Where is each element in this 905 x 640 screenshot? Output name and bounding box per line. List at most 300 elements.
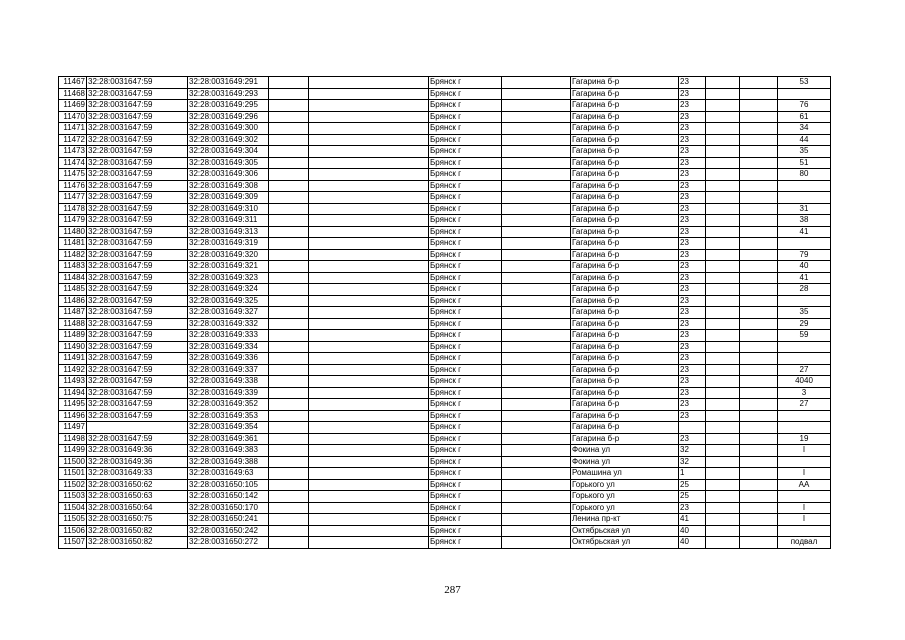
blank-cell	[706, 502, 740, 514]
blank-cell	[269, 111, 309, 123]
cadastral-number-cell: 32:28:0031649:304	[188, 146, 269, 158]
blank-cell	[740, 157, 778, 169]
row-number-cell: 11471	[59, 123, 87, 135]
table-row	[59, 203, 831, 215]
blank-cell	[309, 491, 429, 503]
city-cell: Брянск г	[429, 341, 502, 353]
street-cell: Гагарина б-р	[571, 157, 679, 169]
blank-cell	[502, 376, 571, 388]
street-cell: Гагарина б-р	[571, 295, 679, 307]
house-number-cell: 23	[679, 364, 706, 376]
blank-cell	[706, 261, 740, 273]
table-row	[59, 376, 831, 388]
blank-cell	[706, 284, 740, 296]
city-cell: Брянск г	[429, 364, 502, 376]
cadastral-block-cell: 32:28:0031650:82	[87, 525, 188, 537]
street-cell: Гагарина б-р	[571, 100, 679, 112]
blank-cell	[309, 226, 429, 238]
blank-cell	[706, 433, 740, 445]
blank-cell	[309, 272, 429, 284]
blank-cell	[502, 77, 571, 89]
city-cell: Брянск г	[429, 272, 502, 284]
blank-cell	[502, 111, 571, 123]
cadastral-number-cell: 32:28:0031650:272	[188, 537, 269, 549]
row-number-cell: 11479	[59, 215, 87, 227]
blank-cell	[269, 514, 309, 526]
apartment-cell: 27	[778, 364, 831, 376]
cadastral-block-cell: 32:28:0031647:59	[87, 77, 188, 89]
table-row	[59, 433, 831, 445]
table-row	[59, 525, 831, 537]
row-number-cell: 11498	[59, 433, 87, 445]
street-cell: Гагарина б-р	[571, 261, 679, 273]
street-cell: Гагарина б-р	[571, 226, 679, 238]
city-cell: Брянск г	[429, 410, 502, 422]
blank-cell	[269, 157, 309, 169]
blank-cell	[502, 479, 571, 491]
street-cell: Гагарина б-р	[571, 353, 679, 365]
cadastral-block-cell: 32:28:0031647:59	[87, 180, 188, 192]
apartment-cell	[778, 525, 831, 537]
apartment-cell	[778, 238, 831, 250]
apartment-cell: 34	[778, 123, 831, 135]
cadastral-block-cell: 32:28:0031649:33	[87, 468, 188, 480]
city-cell: Брянск г	[429, 422, 502, 434]
street-cell: Гагарина б-р	[571, 203, 679, 215]
street-cell: Гагарина б-р	[571, 180, 679, 192]
cadastral-block-cell: 32:28:0031647:59	[87, 249, 188, 261]
blank-cell	[309, 514, 429, 526]
blank-cell	[309, 180, 429, 192]
cadastral-block-cell: 32:28:0031647:59	[87, 272, 188, 284]
blank-cell	[269, 180, 309, 192]
cadastral-number-cell: 32:28:0031649:295	[188, 100, 269, 112]
blank-cell	[309, 445, 429, 457]
cadastral-block-cell: 32:28:0031647:59	[87, 341, 188, 353]
row-number-cell: 11495	[59, 399, 87, 411]
apartment-cell: 40	[778, 261, 831, 273]
cadastral-block-cell: 32:28:0031650:62	[87, 479, 188, 491]
city-cell: Брянск г	[429, 353, 502, 365]
blank-cell	[269, 77, 309, 89]
blank-cell	[309, 77, 429, 89]
house-number-cell: 23	[679, 180, 706, 192]
apartment-cell: 51	[778, 157, 831, 169]
street-cell: Фокина ул	[571, 456, 679, 468]
apartment-cell: 31	[778, 203, 831, 215]
street-cell: Ромашина ул	[571, 468, 679, 480]
street-cell: Гагарина б-р	[571, 387, 679, 399]
blank-cell	[269, 284, 309, 296]
page-number: 287	[444, 584, 461, 596]
apartment-cell: 29	[778, 318, 831, 330]
apartment-cell: 44	[778, 134, 831, 146]
blank-cell	[706, 192, 740, 204]
blank-cell	[309, 376, 429, 388]
table-row	[59, 399, 831, 411]
apartment-cell: подвал	[778, 537, 831, 549]
blank-cell	[740, 399, 778, 411]
blank-cell	[502, 399, 571, 411]
cadastral-block-cell: 32:28:0031647:59	[87, 192, 188, 204]
city-cell: Брянск г	[429, 491, 502, 503]
blank-cell	[740, 77, 778, 89]
blank-cell	[269, 502, 309, 514]
cadastral-number-cell: 32:28:0031649:302	[188, 134, 269, 146]
blank-cell	[706, 134, 740, 146]
blank-cell	[269, 525, 309, 537]
blank-cell	[269, 410, 309, 422]
cadastral-number-cell: 32:28:0031649:327	[188, 307, 269, 319]
blank-cell	[502, 284, 571, 296]
blank-cell	[740, 180, 778, 192]
blank-cell	[269, 491, 309, 503]
city-cell: Брянск г	[429, 226, 502, 238]
house-number-cell: 1	[679, 468, 706, 480]
blank-cell	[740, 134, 778, 146]
row-number-cell: 11487	[59, 307, 87, 319]
apartment-cell	[778, 341, 831, 353]
cadastral-number-cell: 32:28:0031649:334	[188, 341, 269, 353]
blank-cell	[740, 249, 778, 261]
cadastral-number-cell: 32:28:0031649:354	[188, 422, 269, 434]
blank-cell	[740, 272, 778, 284]
blank-cell	[706, 180, 740, 192]
blank-cell	[502, 100, 571, 112]
table-row	[59, 123, 831, 135]
apartment-cell: I	[778, 514, 831, 526]
house-number-cell: 23	[679, 134, 706, 146]
blank-cell	[269, 422, 309, 434]
blank-cell	[740, 169, 778, 181]
blank-cell	[502, 169, 571, 181]
cadastral-number-cell: 32:28:0031649:305	[188, 157, 269, 169]
blank-cell	[706, 307, 740, 319]
city-cell: Брянск г	[429, 88, 502, 100]
cadastral-number-cell: 32:28:0031649:319	[188, 238, 269, 250]
cadastral-number-cell: 32:28:0031650:142	[188, 491, 269, 503]
blank-cell	[309, 456, 429, 468]
city-cell: Брянск г	[429, 169, 502, 181]
blank-cell	[309, 169, 429, 181]
cadastral-number-cell: 32:28:0031650:242	[188, 525, 269, 537]
blank-cell	[740, 445, 778, 457]
apartment-cell: I	[778, 502, 831, 514]
row-number-cell: 11488	[59, 318, 87, 330]
cadastral-number-cell: 32:28:0031649:63	[188, 468, 269, 480]
house-number-cell: 23	[679, 169, 706, 181]
city-cell: Брянск г	[429, 318, 502, 330]
row-number-cell: 11485	[59, 284, 87, 296]
cadastral-number-cell: 32:28:0031649:339	[188, 387, 269, 399]
row-number-cell: 11468	[59, 88, 87, 100]
cadastral-number-cell: 32:28:0031649:296	[188, 111, 269, 123]
cadastral-block-cell: 32:28:0031647:59	[87, 146, 188, 158]
street-cell: Гагарина б-р	[571, 284, 679, 296]
apartment-cell	[778, 491, 831, 503]
cadastral-number-cell: 32:28:0031649:353	[188, 410, 269, 422]
blank-cell	[309, 502, 429, 514]
blank-cell	[740, 307, 778, 319]
city-cell: Брянск г	[429, 537, 502, 549]
table-row	[59, 261, 831, 273]
street-cell: Горького ул	[571, 502, 679, 514]
row-number-cell: 11475	[59, 169, 87, 181]
table-row	[59, 100, 831, 112]
cadastral-number-cell: 32:28:0031649:332	[188, 318, 269, 330]
table-row	[59, 111, 831, 123]
blank-cell	[309, 479, 429, 491]
city-cell: Брянск г	[429, 433, 502, 445]
street-cell: Гагарина б-р	[571, 146, 679, 158]
apartment-cell	[778, 88, 831, 100]
city-cell: Брянск г	[429, 295, 502, 307]
blank-cell	[269, 479, 309, 491]
blank-cell	[740, 376, 778, 388]
city-cell: Брянск г	[429, 445, 502, 457]
blank-cell	[706, 123, 740, 135]
cadastral-number-cell: 32:28:0031649:333	[188, 330, 269, 342]
blank-cell	[740, 238, 778, 250]
table-row	[59, 491, 831, 503]
apartment-cell: 61	[778, 111, 831, 123]
cadastral-number-cell: 32:28:0031649:352	[188, 399, 269, 411]
row-number-cell: 11497	[59, 422, 87, 434]
cadastral-number-cell: 32:28:0031649:300	[188, 123, 269, 135]
row-number-cell: 11500	[59, 456, 87, 468]
blank-cell	[309, 341, 429, 353]
row-number-cell: 11502	[59, 479, 87, 491]
cadastral-block-cell: 32:28:0031650:82	[87, 537, 188, 549]
apartment-cell: I	[778, 468, 831, 480]
apartment-cell	[778, 410, 831, 422]
blank-cell	[269, 226, 309, 238]
cadastral-block-cell: 32:28:0031647:59	[87, 284, 188, 296]
blank-cell	[740, 502, 778, 514]
table-row	[59, 249, 831, 261]
table-row	[59, 134, 831, 146]
blank-cell	[269, 100, 309, 112]
blank-cell	[740, 479, 778, 491]
table-row	[59, 318, 831, 330]
blank-cell	[309, 364, 429, 376]
blank-cell	[502, 422, 571, 434]
table-row	[59, 226, 831, 238]
table-row	[59, 502, 831, 514]
blank-cell	[309, 157, 429, 169]
house-number-cell: 23	[679, 111, 706, 123]
city-cell: Брянск г	[429, 387, 502, 399]
blank-cell	[706, 410, 740, 422]
apartment-cell: 35	[778, 307, 831, 319]
row-number-cell: 11483	[59, 261, 87, 273]
street-cell: Гагарина б-р	[571, 111, 679, 123]
cadastral-number-cell: 32:28:0031650:241	[188, 514, 269, 526]
blank-cell	[309, 318, 429, 330]
cadastral-block-cell: 32:28:0031647:59	[87, 433, 188, 445]
blank-cell	[309, 238, 429, 250]
blank-cell	[309, 330, 429, 342]
cadastral-block-cell: 32:28:0031650:64	[87, 502, 188, 514]
blank-cell	[309, 134, 429, 146]
table-row	[59, 180, 831, 192]
city-cell: Брянск г	[429, 502, 502, 514]
table-row	[59, 422, 831, 434]
blank-cell	[706, 514, 740, 526]
table-row	[59, 157, 831, 169]
blank-cell	[269, 353, 309, 365]
blank-cell	[269, 134, 309, 146]
blank-cell	[269, 433, 309, 445]
house-number-cell: 23	[679, 295, 706, 307]
blank-cell	[706, 203, 740, 215]
row-number-cell: 11489	[59, 330, 87, 342]
blank-cell	[706, 422, 740, 434]
row-number-cell: 11473	[59, 146, 87, 158]
house-number-cell: 23	[679, 261, 706, 273]
blank-cell	[502, 123, 571, 135]
blank-cell	[502, 341, 571, 353]
table-row	[59, 479, 831, 491]
cadastral-block-cell: 32:28:0031647:59	[87, 111, 188, 123]
blank-cell	[740, 111, 778, 123]
cadastral-number-cell: 32:28:0031650:170	[188, 502, 269, 514]
street-cell: Горького ул	[571, 479, 679, 491]
blank-cell	[309, 146, 429, 158]
blank-cell	[740, 468, 778, 480]
city-cell: Брянск г	[429, 203, 502, 215]
street-cell: Фокина ул	[571, 445, 679, 457]
blank-cell	[706, 445, 740, 457]
cadastral-block-cell: 32:28:0031647:59	[87, 353, 188, 365]
house-number-cell: 25	[679, 491, 706, 503]
cadastral-number-cell: 32:28:0031649:337	[188, 364, 269, 376]
blank-cell	[269, 307, 309, 319]
cadastral-block-cell: 32:28:0031647:59	[87, 376, 188, 388]
apartment-cell	[778, 422, 831, 434]
blank-cell	[706, 272, 740, 284]
row-number-cell: 11503	[59, 491, 87, 503]
house-number-cell: 40	[679, 537, 706, 549]
blank-cell	[502, 88, 571, 100]
cadastral-block-cell: 32:28:0031647:59	[87, 261, 188, 273]
blank-cell	[706, 387, 740, 399]
blank-cell	[706, 456, 740, 468]
apartment-cell	[778, 192, 831, 204]
apartment-cell: 59	[778, 330, 831, 342]
table-row	[59, 146, 831, 158]
street-cell: Гагарина б-р	[571, 123, 679, 135]
blank-cell	[269, 146, 309, 158]
cadastral-number-cell: 32:28:0031649:325	[188, 295, 269, 307]
blank-cell	[706, 491, 740, 503]
blank-cell	[269, 123, 309, 135]
city-cell: Брянск г	[429, 146, 502, 158]
row-number-cell: 11499	[59, 445, 87, 457]
table-row	[59, 169, 831, 181]
table-row	[59, 238, 831, 250]
house-number-cell: 23	[679, 123, 706, 135]
row-number-cell: 11493	[59, 376, 87, 388]
blank-cell	[740, 387, 778, 399]
street-cell: Гагарина б-р	[571, 192, 679, 204]
cadastral-number-cell: 32:28:0031649:388	[188, 456, 269, 468]
blank-cell	[740, 318, 778, 330]
house-number-cell: 25	[679, 479, 706, 491]
blank-cell	[269, 249, 309, 261]
city-cell: Брянск г	[429, 215, 502, 227]
blank-cell	[706, 353, 740, 365]
blank-cell	[309, 422, 429, 434]
house-number-cell: 23	[679, 433, 706, 445]
cadastral-number-cell: 32:28:0031649:338	[188, 376, 269, 388]
blank-cell	[309, 353, 429, 365]
city-cell: Брянск г	[429, 525, 502, 537]
street-cell: Гагарина б-р	[571, 215, 679, 227]
table-row	[59, 364, 831, 376]
apartment-cell: АА	[778, 479, 831, 491]
blank-cell	[706, 399, 740, 411]
registry-table	[58, 76, 831, 549]
blank-cell	[740, 284, 778, 296]
cadastral-number-cell: 32:28:0031649:320	[188, 249, 269, 261]
cadastral-block-cell: 32:28:0031650:63	[87, 491, 188, 503]
row-number-cell: 11470	[59, 111, 87, 123]
house-number-cell: 23	[679, 215, 706, 227]
street-cell: Октябрьская ул	[571, 537, 679, 549]
blank-cell	[706, 146, 740, 158]
blank-cell	[740, 410, 778, 422]
city-cell: Брянск г	[429, 249, 502, 261]
blank-cell	[309, 261, 429, 273]
table-row	[59, 192, 831, 204]
blank-cell	[740, 203, 778, 215]
row-number-cell: 11504	[59, 502, 87, 514]
cadastral-block-cell: 32:28:0031647:59	[87, 88, 188, 100]
blank-cell	[502, 192, 571, 204]
blank-cell	[706, 295, 740, 307]
blank-cell	[309, 249, 429, 261]
row-number-cell: 11491	[59, 353, 87, 365]
blank-cell	[706, 330, 740, 342]
row-number-cell: 11472	[59, 134, 87, 146]
blank-cell	[309, 387, 429, 399]
house-number-cell: 40	[679, 525, 706, 537]
blank-cell	[502, 525, 571, 537]
cadastral-number-cell: 32:28:0031649:306	[188, 169, 269, 181]
city-cell: Брянск г	[429, 100, 502, 112]
blank-cell	[309, 203, 429, 215]
blank-cell	[502, 514, 571, 526]
blank-cell	[502, 468, 571, 480]
city-cell: Брянск г	[429, 514, 502, 526]
street-cell: Гагарина б-р	[571, 341, 679, 353]
city-cell: Брянск г	[429, 134, 502, 146]
row-number-cell: 11482	[59, 249, 87, 261]
street-cell: Гагарина б-р	[571, 272, 679, 284]
house-number-cell: 23	[679, 353, 706, 365]
city-cell: Брянск г	[429, 479, 502, 491]
house-number-cell: 23	[679, 318, 706, 330]
cadastral-block-cell: 32:28:0031647:59	[87, 330, 188, 342]
apartment-cell: 4040	[778, 376, 831, 388]
street-cell: Гагарина б-р	[571, 238, 679, 250]
apartment-cell: 38	[778, 215, 831, 227]
house-number-cell: 23	[679, 238, 706, 250]
blank-cell	[309, 410, 429, 422]
blank-cell	[502, 180, 571, 192]
city-cell: Брянск г	[429, 180, 502, 192]
